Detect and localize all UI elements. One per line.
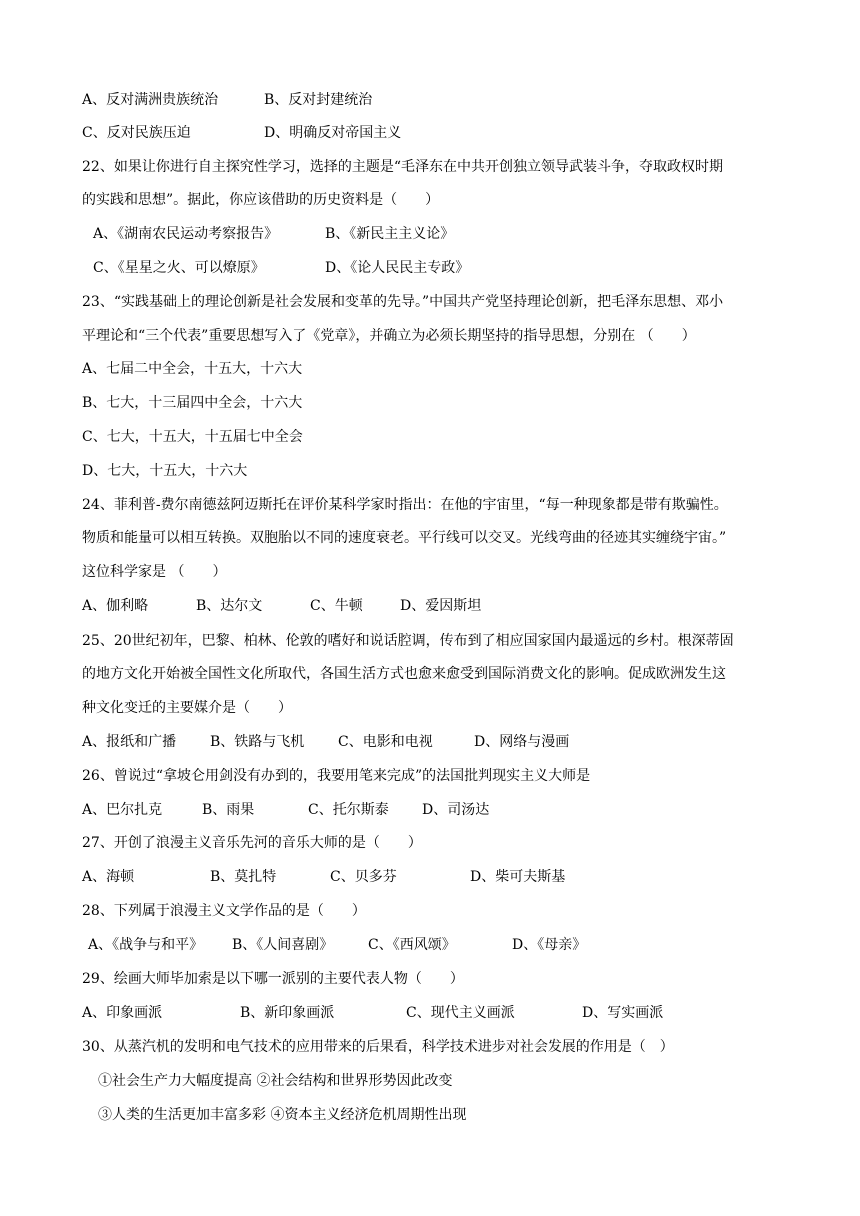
q26-option-d: D、司汤达: [422, 802, 490, 818]
q26-option-c: C、托尔斯泰: [308, 802, 389, 818]
q23-option-a: A、七届二中全会，十五大，十六大: [82, 361, 303, 377]
q23-option-b: B、七大，十三届四中全会，十六大: [82, 395, 303, 411]
q26-option-a: A、巴尔扎克: [82, 802, 163, 818]
q25-stem-line1: 25、20世纪初年，巴黎、柏林、伦敦的嗜好和说话腔调，传布到了相应国家国内最遥远的乡村。根深蒂固: [82, 633, 734, 649]
q28-options: [88, 935, 586, 955]
q25-option-d: D、网络与漫画: [474, 734, 570, 750]
q21-options-row1: [82, 90, 372, 110]
q29-option-d: D、写实画派: [582, 1005, 664, 1021]
q25-stem-line3: 种文化变迁的主要媒介是（ ）: [82, 700, 292, 716]
q21-option-c: C、反对民族压迫: [82, 125, 191, 141]
q24-option-d: D、爱因斯坦: [400, 598, 482, 614]
q29-option-b: B、新印象画派: [240, 1005, 335, 1021]
q26-option-b: B、雨果: [202, 802, 255, 818]
q23-option-c: C、七大，十五大，十五届七中全会: [82, 429, 303, 445]
q27-option-a: A、海顿: [82, 869, 135, 885]
q25-options: [82, 732, 569, 752]
q22-option-c: C、《星星之火、可以燎原》: [93, 260, 265, 276]
q29-stem-line1: 29、绘画大师毕加索是以下哪一派别的主要代表人物（ ）: [82, 971, 464, 987]
q27-option-b: B、莫扎特: [210, 869, 277, 885]
q30-stem-line1: 30、从蒸汽机的发明和电气技术的应用带来的后果看，科学技术进步对社会发展的作用是（ ）: [82, 1039, 674, 1055]
q27-options: [82, 867, 565, 887]
q27-option-c: C、贝多芬: [330, 869, 397, 885]
q27-option-d: D、柴可夫斯基: [470, 869, 566, 885]
q24-options: [82, 596, 481, 616]
q28-option-d: D、《母亲》: [512, 937, 587, 953]
q21-option-a: A、反对满洲贵族统治: [82, 92, 219, 108]
q21-option-d: D、明确反对帝国主义: [264, 125, 402, 141]
q26-options: [82, 800, 489, 820]
q22-option-b: B、《新民主主义论》: [325, 226, 455, 242]
q28-stem-line1: 28、下列属于浪漫主义文学作品的是（ ）: [82, 903, 366, 919]
q29-options: [82, 1003, 663, 1023]
q22-option-a: A、《湖南农民运动考察报告》: [93, 226, 279, 242]
q21-options-row2: [82, 123, 401, 143]
q24-option-a: A、伽利略: [82, 598, 149, 614]
q29-option-c: C、现代主义画派: [406, 1005, 515, 1021]
q25-option-c: C、电影和电视: [338, 734, 433, 750]
q23-stem-line2: 平理论和“三个代表”重要思想写入了《党章》，并确立为必须长期坚持的指导思想，分别在 （ ）: [82, 328, 696, 344]
q30-items-line2: ③人类的生活更加丰富多彩 ④资本主义经济危机周期性出现: [98, 1107, 467, 1123]
q29-option-a: A、印象画派: [82, 1005, 163, 1021]
q25-option-b: B、铁路与飞机: [210, 734, 305, 750]
q21-option-b: B、反对封建统治: [264, 92, 373, 108]
q22-options-row2: [93, 258, 469, 278]
q22-option-d: D、《论人民民主专政》: [325, 260, 470, 276]
q22-options-row1: [93, 224, 454, 244]
q28-option-b: B、《人间喜剧》: [232, 937, 334, 953]
q27-stem-line1: 27、开创了浪漫主义音乐先河的音乐大师的是（ ）: [82, 835, 422, 851]
q25-option-a: A、报纸和广播: [82, 734, 177, 750]
q24-option-c: C、牛顿: [310, 598, 363, 614]
q23-option-d: D、七大，十五大，十六大: [82, 463, 248, 479]
q24-stem-line2: 物质和能量可以相互转换。双胞胎以不同的速度衰老。平行线可以交叉。光线弯曲的径迹其实缠绕宇宙。”: [82, 530, 727, 546]
q23-stem-line1: 23、“实践基础上的理论创新是社会发展和变革的先导。”中国共产党坚持理论创新，把毛泽东思想、邓小: [82, 294, 724, 310]
q24-stem-line3: 这位科学家是 （ ）: [82, 564, 227, 580]
q26-stem-line1: 26、曾说过“拿坡仑用剑没有办到的，我要用笔来完成”的法国批判现实主义大师是: [82, 768, 591, 784]
q22-stem-line2: 的实践和思想”。据此，你应该借助的历史资料是（ ）: [82, 192, 440, 208]
q28-option-a: A、《战争与和平》: [88, 937, 204, 953]
q25-stem-line2: 的地方文化开始被全国性文化所取代，各国生活方式也愈来愈受到国际消费文化的影响。促成欧洲发生这: [82, 666, 726, 682]
q24-stem-line1: 24、菲利普-费尔南德兹阿迈斯托在评价某科学家时指出：在他的宇宙里，“每一种现象都是带有欺骗性。: [82, 497, 728, 513]
q30-items-line1: ①社会生产力大幅度提高 ②社会结构和世界形势因此改变: [98, 1073, 453, 1089]
q22-stem-line1: 22、如果让你进行自主探究性学习，选择的主题是“毛泽东在中共开创独立领导武装斗争，夺取政权时期: [82, 159, 723, 175]
q24-option-b: B、达尔文: [196, 598, 263, 614]
q28-option-c: C、《西风颂》: [368, 937, 456, 953]
